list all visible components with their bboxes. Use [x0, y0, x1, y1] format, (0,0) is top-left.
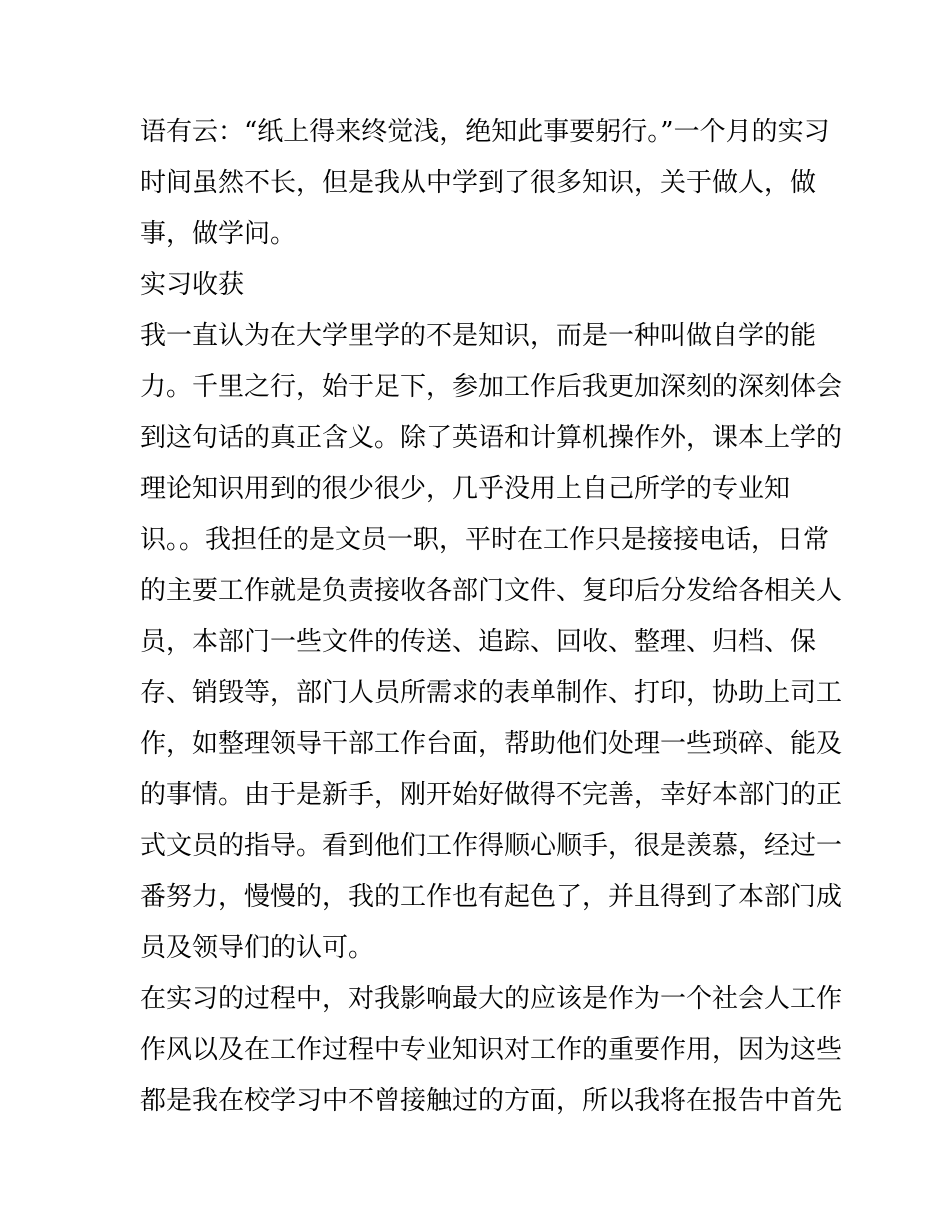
body-text: [140, 107, 843, 1127]
text-line: 的事情。由于是新手，刚开始好做得不完善，幸好本部门的正: [140, 780, 843, 810]
text-line: 番努力，慢慢的，我的工作也有起色了，并且得到了本部门成: [140, 882, 843, 912]
text-line: 式文员的指导。看到他们工作得顺心顺手，很是羡慕，经过一: [140, 831, 843, 861]
text-line: 时间虽然不长，但是我从中学到了很多知识，关于做人，做: [140, 168, 817, 198]
text-line: 理论知识用到的很少很少，几乎没用上自己所学的专业知: [140, 474, 791, 504]
text-line: 员，本部门一些文件的传送、追踪、回收、整理、归档、保: [140, 627, 817, 657]
text-line: 我一直认为在大学里学的不是知识，而是一种叫做自学的能: [140, 321, 817, 351]
text-line: 力。千里之行，始于足下，参加工作后我更加深刻的深刻体会: [140, 372, 843, 402]
text-line: 都是我在校学习中不曾接触过的方面，所以我将在报告中首先: [140, 1086, 843, 1116]
text-line: 识。。我担任的是文员一职，平时在工作只是接接电话，日常: [140, 525, 830, 555]
section-heading: 实习收获: [140, 270, 245, 300]
text-line: 语有云：“纸上得来终觉浅，绝知此事要躬行。”一个月的实习: [140, 117, 830, 147]
text-line: 的主要工作就是负责接收各部门文件、复印后分发给各相关人: [140, 576, 843, 606]
text-line: 事，做学问。: [140, 219, 297, 249]
text-line: 作，如整理领导干部工作台面，帮助他们处理一些琐碎、能及: [140, 729, 843, 759]
text-line: 在实习的过程中，对我影响最大的应该是作为一个社会人工作: [140, 984, 843, 1014]
text-line: 存、销毁等，部门人员所需求的表单制作、打印，协助上司工: [140, 678, 843, 708]
text-line: 员及领导们的认可。: [140, 933, 375, 963]
text-line: 作风以及在工作过程中专业知识对工作的重要作用，因为这些: [140, 1035, 843, 1065]
text-line: 到这句话的真正含义。除了英语和计算机操作外，课本上学的: [140, 423, 843, 453]
